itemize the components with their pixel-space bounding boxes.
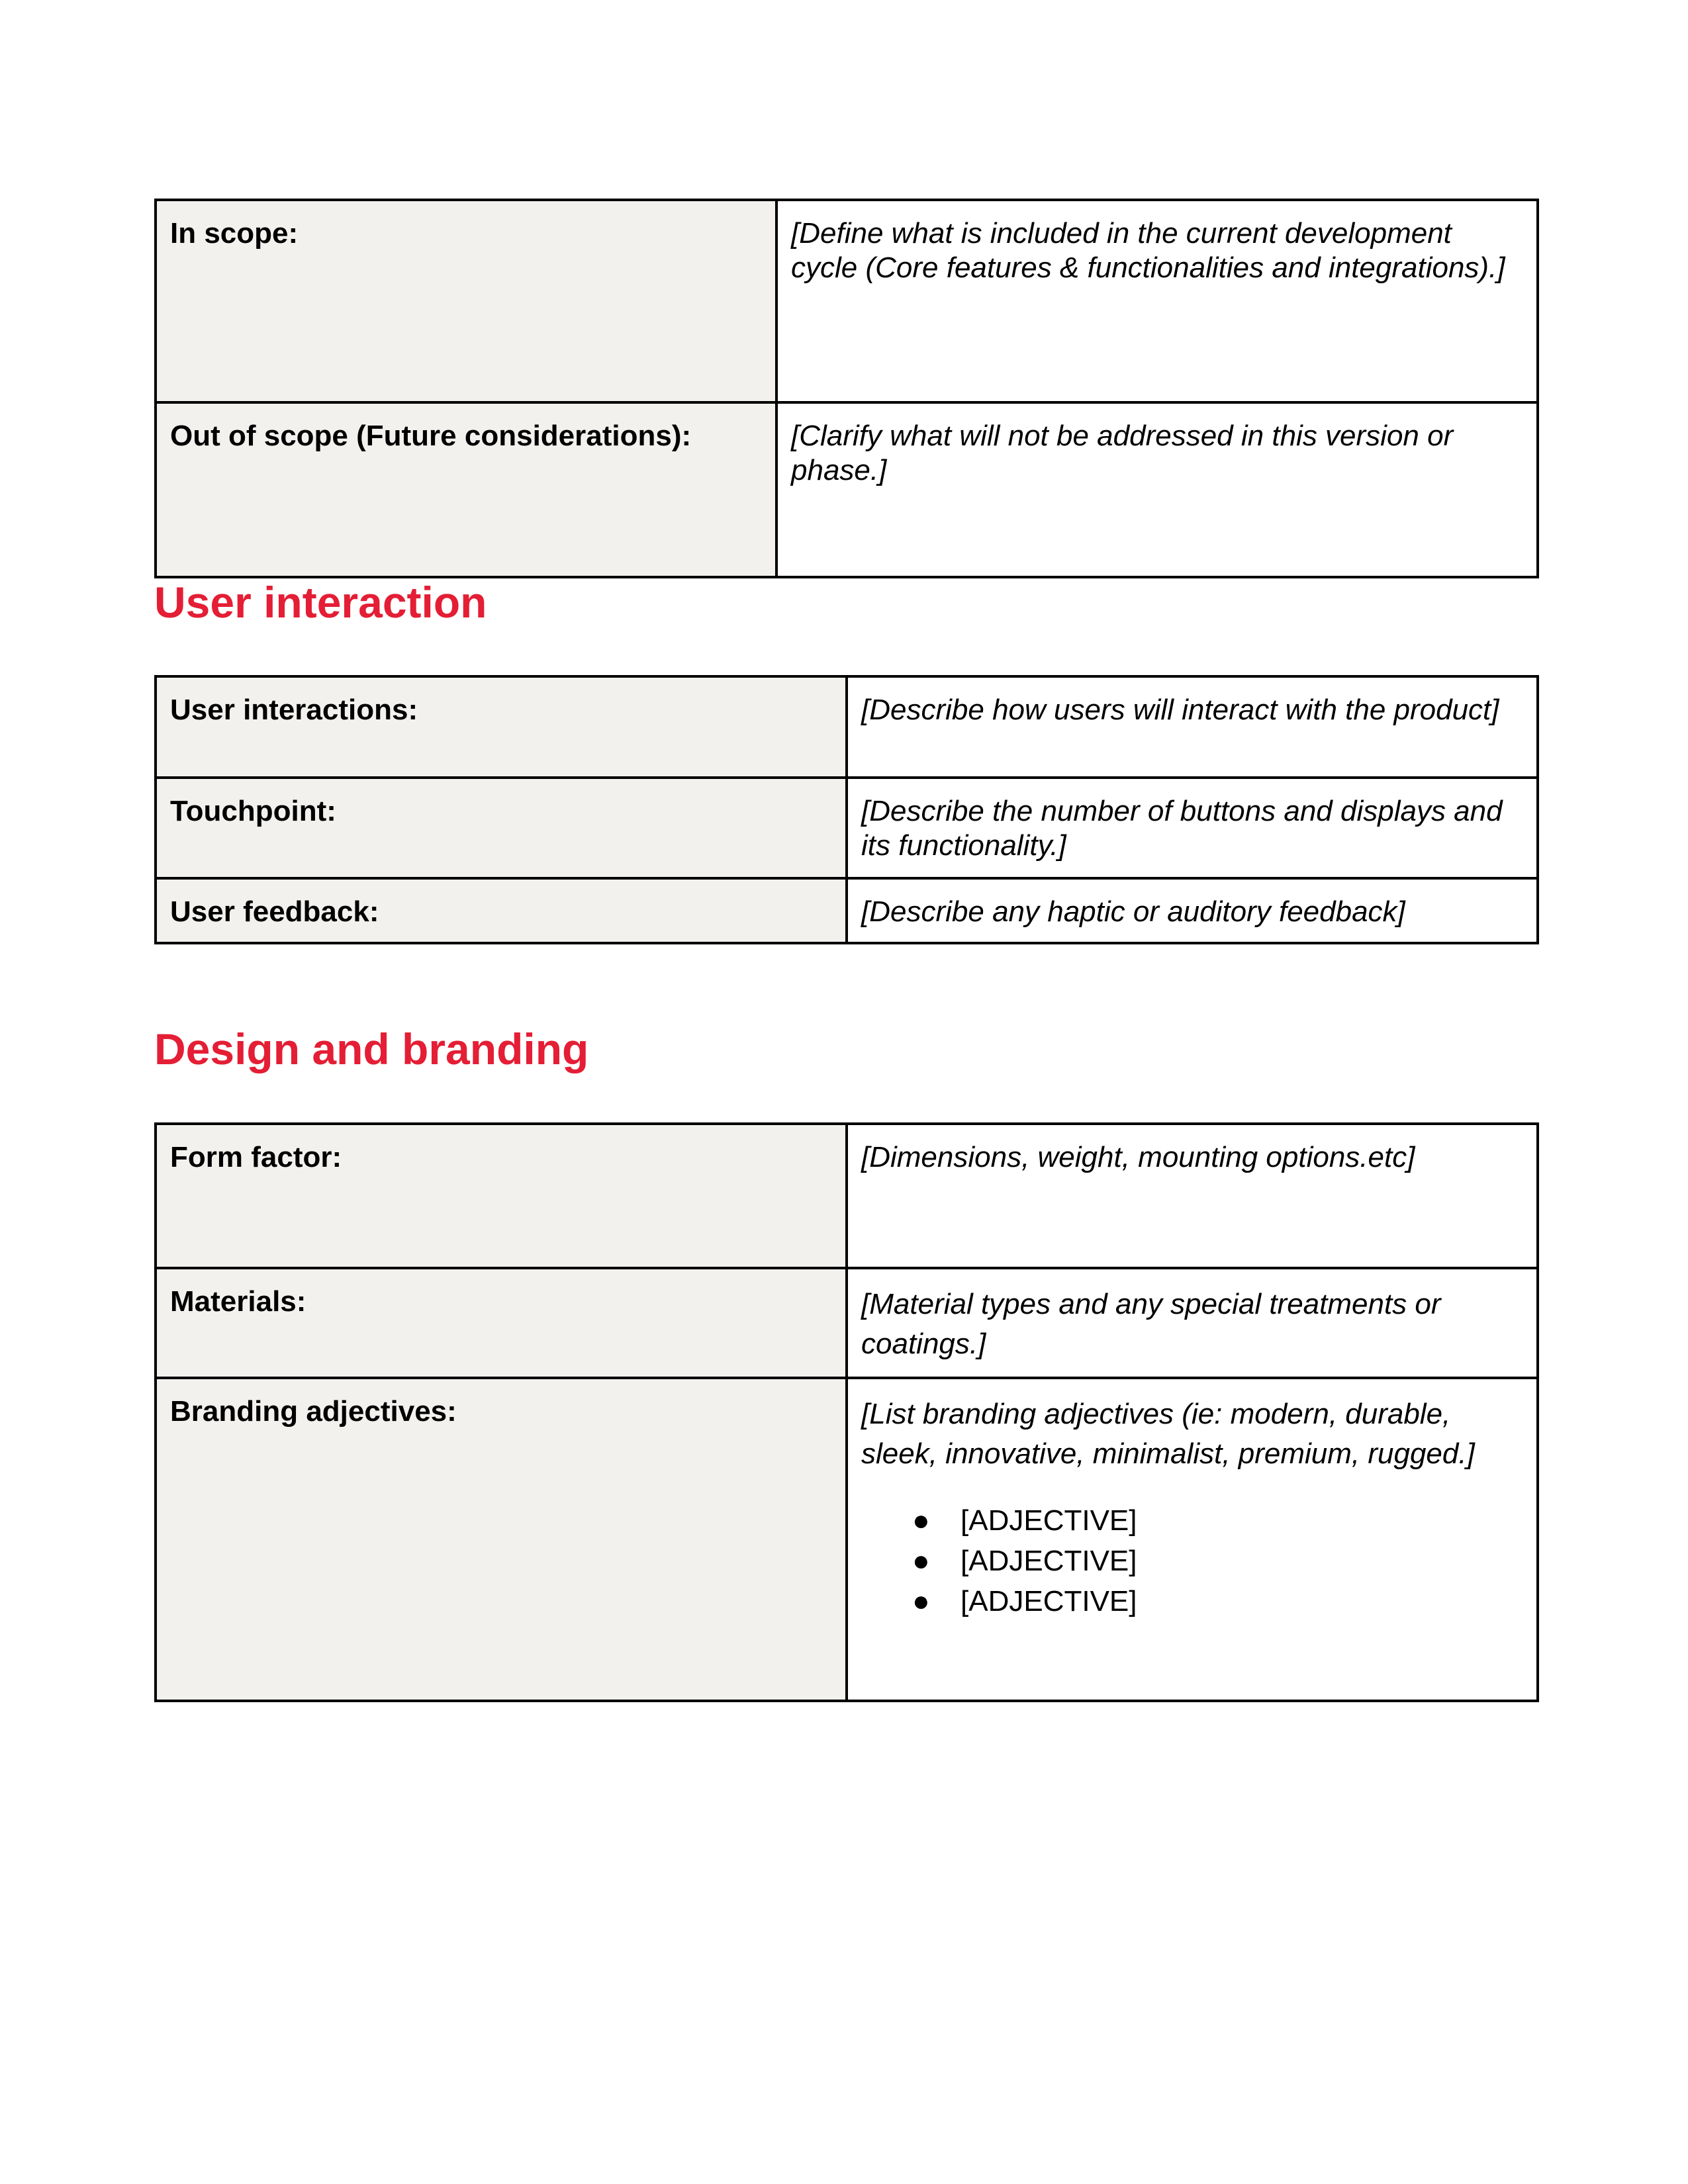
- adjective-placeholder: [ADJECTIVE]: [961, 1504, 1137, 1537]
- form-factor-value: [Dimensions, weight, mounting options.etc]: [847, 1124, 1538, 1268]
- table-row: [156, 878, 1538, 943]
- touchpoint-label: Touchpoint:: [156, 778, 847, 878]
- materials-value: [Material types and any special treatments or coatings.]: [847, 1268, 1538, 1378]
- bullet-icon: ●: [912, 1585, 930, 1617]
- user-interactions-value: [Describe how users will interact with the product]: [847, 676, 1538, 778]
- branding-adjectives-cell: [847, 1378, 1538, 1701]
- user-feedback-label: User feedback:: [156, 878, 847, 943]
- table-row: [156, 1378, 1538, 1701]
- adjective-list: [861, 1500, 1523, 1621]
- user-interactions-label: User interactions:: [156, 676, 847, 778]
- in-scope-value: [Define what is included in the current development cycle (Core features & functionalities and integrations).]: [776, 200, 1538, 402]
- out-of-scope-label: Out of scope (Future considerations):: [156, 402, 776, 577]
- section-heading-design-branding: Design and branding: [154, 1024, 589, 1073]
- list-item: [912, 1500, 1523, 1541]
- table-row: [156, 1124, 1538, 1268]
- scope-table: [154, 199, 1539, 578]
- in-scope-label: In scope:: [156, 200, 776, 402]
- bullet-icon: ●: [912, 1504, 930, 1537]
- user-interaction-table: [154, 675, 1539, 944]
- list-item: [912, 1581, 1523, 1621]
- touchpoint-value: [Describe the number of buttons and displays and its functionality.]: [847, 778, 1538, 878]
- design-branding-table: [154, 1122, 1539, 1702]
- adjective-placeholder: [ADJECTIVE]: [961, 1585, 1137, 1617]
- bullet-icon: ●: [912, 1545, 930, 1577]
- table-row: [156, 1268, 1538, 1378]
- materials-label: Materials:: [156, 1268, 847, 1378]
- branding-adjectives-label: Branding adjectives:: [156, 1378, 847, 1701]
- list-item: [912, 1541, 1523, 1581]
- form-factor-label: Form factor:: [156, 1124, 847, 1268]
- table-row: [156, 200, 1538, 402]
- branding-adjectives-value: [List branding adjectives (ie: modern, durable, sleek, innovative, minimalist, premium, rugged.]: [861, 1398, 1475, 1470]
- table-row: [156, 676, 1538, 778]
- section-heading-user-interaction: User interaction: [154, 578, 487, 627]
- adjective-placeholder: [ADJECTIVE]: [961, 1545, 1137, 1577]
- table-row: [156, 778, 1538, 878]
- out-of-scope-value: [Clarify what will not be addressed in this version or phase.]: [776, 402, 1538, 577]
- table-row: [156, 402, 1538, 577]
- user-feedback-value: [Describe any haptic or auditory feedback]: [847, 878, 1538, 943]
